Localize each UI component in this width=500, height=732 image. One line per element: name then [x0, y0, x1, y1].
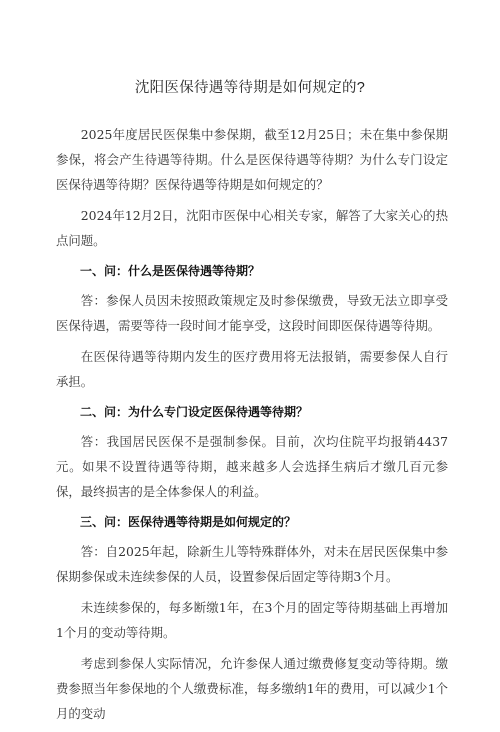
document-body [56, 122, 448, 732]
answer-paragraph-3c: 考虑到参保人实际情况，允许参保人通过缴费修复变动等待期。缴费参照当年参保地的个人缴费标准，每多缴纳1年的费用，可以减少1个月的变动 [56, 656, 448, 721]
answer-paragraph-2: 答：我国居民医保不是强制参保。目前，次均住院平均报销4437元。如果不设置待遇等待期，越来越多人会选择生病后才缴几百元参保，最终损害的是全体参保人的利益。 [56, 434, 448, 499]
answer-paragraph-3b: 未连续参保的，每多断缴1年，在3个月的固定等待期基础上再增加1个月的变动等待期。 [56, 600, 448, 640]
answer-paragraph-3: 答：自2025年起，除新生儿等特殊群体外，对未在居民医保集中参保期参保或未连续参保的人员，设置参保后固定等待期3个月。 [56, 544, 448, 584]
paragraph-intro: 2025年度居民医保集中参保期，截至12月25日；未在集中参保期参保，将会产生待遇等待期。什么是医保待遇等待期？为什么专门设定医保待遇等待期？医保待遇等待期是如何规定的？ [56, 127, 448, 192]
answer-paragraph-1b: 在医保待遇等待期内发生的医疗费用将无法报销，需要参保人自行承担。 [56, 349, 448, 389]
question-heading-3: 三、问：医保待遇等待期是如何规定的？ [80, 515, 297, 529]
paragraph-date: 2024年12月2日，沈阳市医保中心相关专家，解答了大家关心的热点问题。 [56, 208, 448, 248]
question-heading-1: 一、问：什么是医保待遇等待期？ [80, 264, 261, 278]
document-title: 沈阳医保待遇等待期是如何规定的? [134, 80, 366, 96]
answer-paragraph-1: 答：参保人员因未按照政策规定及时参保缴费，导致无法立即享受医保待遇，需要等待一段时间才能享受，这段时间即医保待遇等待期。 [56, 293, 448, 333]
question-heading-2: 二、问：为什么专门设定医保待遇等待期？ [80, 405, 309, 419]
